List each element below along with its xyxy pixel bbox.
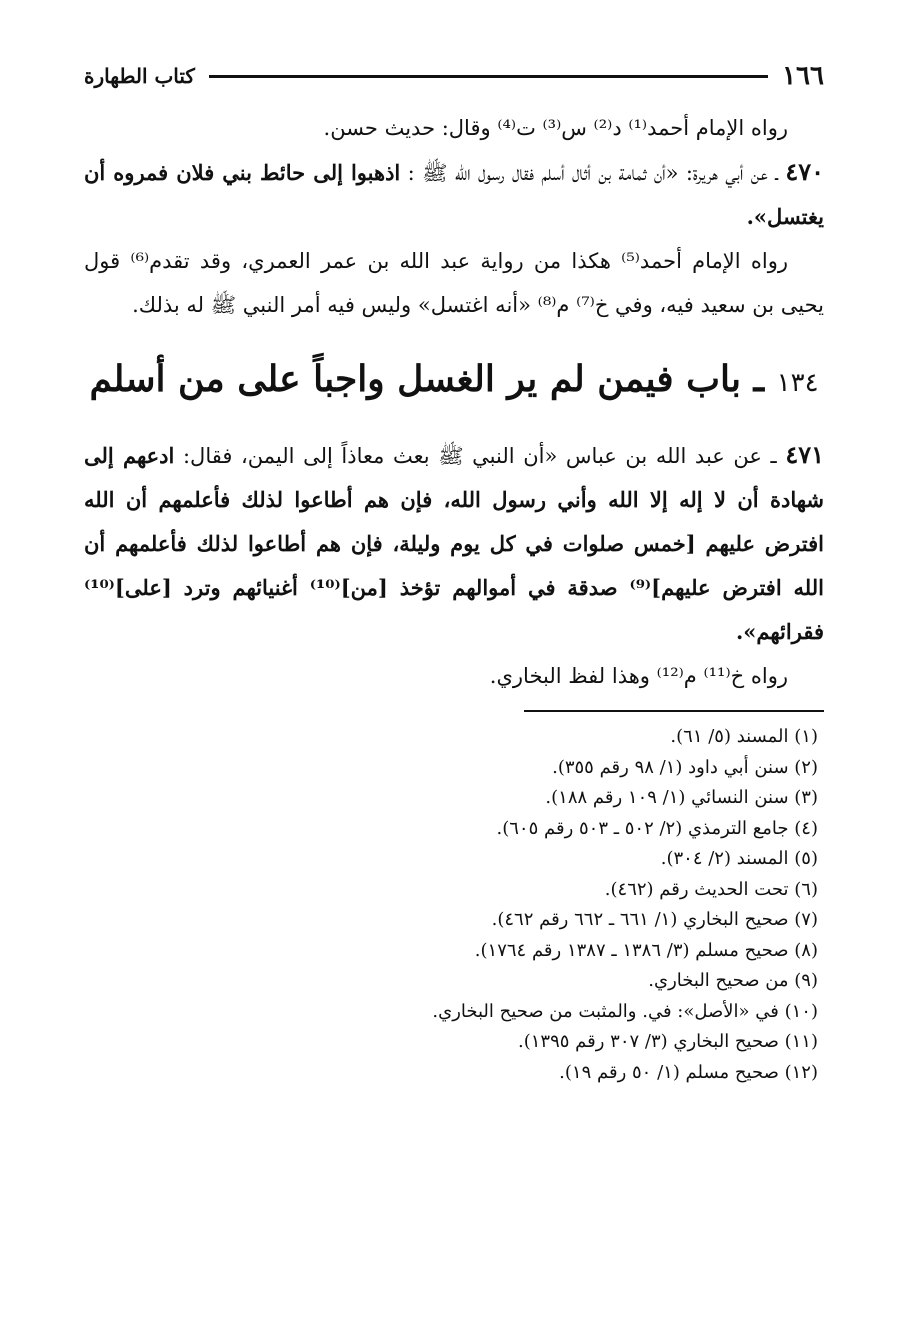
chapter-title: ـ باب فيمن لم ير الغسل واجباً على من أسلم	[89, 358, 765, 400]
hadith-intro: ـ عن عبد الله بن عباس «أن النبي ﷺ بعث معاذاً إلى اليمن، فقال:	[182, 444, 777, 468]
hadith-number: ٤٧١	[785, 440, 825, 469]
page-header	[84, 56, 824, 96]
hadith-470	[84, 150, 824, 239]
footnote: (١) المسند (٥/ ٦١).	[670, 726, 818, 747]
footnote: (٧) صحيح البخاري (١/ ٦٦١ ـ ٦٦٢ رقم ٤٦٢).	[491, 909, 818, 930]
narration-ahmad-2: رواه الإمام أحمد⁽⁵⁾ هكذا من رواية عبد الله بن عمر العمري، وقد تقدم⁽⁶⁾ قول يحيى بن سعيد فيه، وفي خ⁽⁷⁾ م⁽⁸⁾ «أنه اغتسل» وليس فيه أمر النبي ﷺ له بذلك.	[84, 249, 824, 317]
chapter-number: ١٣٤	[776, 368, 819, 398]
footnote: (١٢) صحيح مسلم (١/ ٥٠ رقم ١٩).	[559, 1061, 818, 1083]
footnotes	[84, 722, 824, 1088]
hadith-intro: ـ عن أبي هريرة: «أن ثمامة بن أثال أسلم فقال رسول الله ﷺ :	[407, 161, 778, 185]
footnote: (٩) من صحيح البخاري.	[648, 970, 818, 991]
hadith-text: اذهبوا إلى حائط بني فلان فمروه أن يغتسل».	[84, 160, 824, 229]
header-rule	[209, 75, 768, 78]
book-title: كتاب الطهارة	[84, 64, 195, 88]
document-page	[84, 56, 824, 1088]
footnote: (١٠) في «الأصل»: في. والمثبت من صحيح البخاري.	[432, 1000, 818, 1022]
narration-bukhari: رواه خ⁽¹¹⁾ م⁽¹²⁾ وهذا لفظ البخاري.	[489, 664, 788, 688]
footnote: (١١) صحيح البخاري (٣/ ٣٠٧ رقم ١٣٩٥).	[518, 1031, 818, 1052]
footnote: (٣) سنن النسائي (١/ ١٠٩ رقم ١٨٨).	[545, 787, 818, 808]
footnote-separator	[524, 710, 824, 712]
hadith-number: ٤٧٠	[785, 157, 824, 186]
narration-ahmad-1: رواه الإمام أحمد⁽¹⁾ د⁽²⁾ س⁽³⁾ ت⁽⁴⁾ وقال: حديث حسن.	[323, 116, 788, 140]
footnote: (٦) تحت الحديث رقم (٤٦٢).	[604, 878, 818, 900]
footnote: (٨) صحيح مسلم (٣/ ١٣٨٦ ـ ١٣٨٧ رقم ١٧٦٤).	[474, 939, 818, 961]
hadith-471	[84, 433, 824, 654]
footnote: (٥) المسند (٢/ ٣٠٤).	[660, 848, 818, 869]
footnote: (٢) سنن أبي داود (١/ ٩٨ رقم ٣٥٥).	[552, 756, 818, 778]
page-number: ١٦٦	[782, 61, 824, 91]
chapter-heading	[84, 353, 824, 409]
hadith-text: ادعهم إلى شهادة أن لا إله إلا الله وأني رسول الله، فإن هم أطاعوا لذلك فأعلمهم أن الله افترض عليهم [خمس صلوات في كل يوم وليلة، فإن هم أطاعوا لذلك فأعلمهم أن الله افترض عليهم]⁽⁹⁾ صدقة في أموالهم تؤخذ [من]⁽¹⁰⁾ أغنيائهم وترد [على]⁽¹⁰⁾ فقرائهم».	[84, 443, 824, 644]
footnote: (٤) جامع الترمذي (٢/ ٥٠٢ ـ ٥٠٣ رقم ٦٠٥).	[496, 817, 818, 839]
